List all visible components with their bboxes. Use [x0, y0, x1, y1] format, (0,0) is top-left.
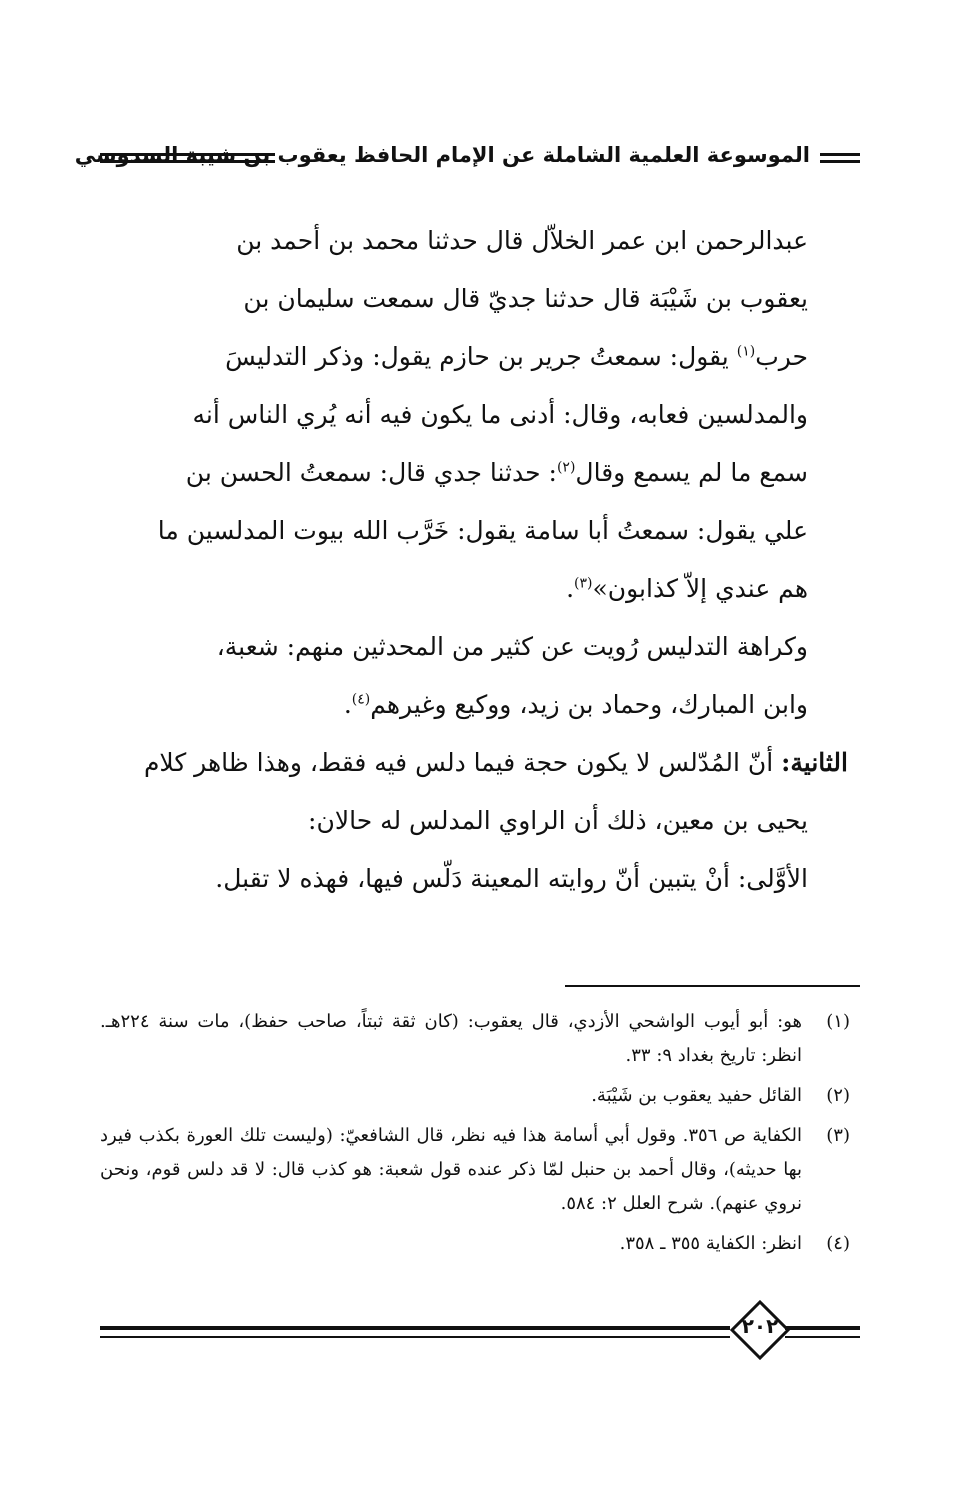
running-header [74, 135, 860, 181]
page-footer [100, 1300, 860, 1370]
header-rule-left [100, 153, 275, 163]
footer-rule-left [100, 1326, 730, 1338]
footnote-2 [100, 1079, 850, 1113]
second-point-label: الثانية: [781, 748, 848, 777]
footnote-text: انظر: الكفاية ٣٥٥ ـ ٣٥٨. [619, 1233, 802, 1254]
text-line-11: يحيى بن معين، ذلك أن الراوي المدلس له حالان: [308, 806, 808, 835]
header-rule-right [820, 153, 860, 163]
text-line-3: حرب$^{(١)}$ يقول: سمعتُ جرير بن حازم يقول: وذكر التدليسَ [225, 342, 808, 371]
footnote-number: (٤) [826, 1233, 850, 1254]
footnote-text: القائل حفيد يعقوب بن شَيْبَة. [591, 1085, 802, 1106]
footnote-3 [100, 1119, 850, 1221]
text-line-4: والمدلسين فعابه، وقال: أدنى ما يكون فيه أنه يُري الناس أنه [192, 400, 808, 429]
page-number: ٢٠٢ [741, 1314, 779, 1338]
footnote-1 [100, 1005, 850, 1073]
footer-rule-right [785, 1326, 860, 1338]
footnote-4 [100, 1227, 850, 1261]
footnote-number: (٢) [826, 1085, 850, 1106]
footnote-number: (١) [826, 1011, 850, 1032]
footnote-text: الكفاية ص ٣٥٦. وقول أبي أسامة هذا فيه نظر، قال الشافعيّ: (وليست تلك العورة بكذب فيرد بها حديثه)، وقال أحمد بن حنبل لمّا ذكر عنده قول شعبة: هو كذب قال: لا قد دلس قوم، ونحن نروي عنهم). شرح العلل ٢: ٥٨٤. [100, 1125, 803, 1214]
main-text [100, 212, 848, 908]
footnote-ref-1[interactable]: (١) [736, 343, 756, 360]
second-point-line: الثانية: أنّ المُدّلس لا يكون حجة فيما دلس فيه فقط، وهذا ظاهر كلام [143, 748, 848, 777]
text-line-5: سمع ما لم يسمع وقال$^{(٢)}$: حدثنا جدي قال: سمعتُ الحسن بن [185, 458, 808, 487]
footnote-text: هو: أبو أيوب الواشحي الأزدي، قال يعقوب: (كان ثقة ثبتاً، صاحب حفظ)، مات سنة ٢٢٤هـ. انظر: تاريخ بغداد ٩: ٣٣. [100, 1011, 802, 1066]
text-line-12: الأوَّلى: أنْ يتبين أنّ روايته المعينة دَلّس فيها، فهذه لا تقبل. [215, 864, 808, 893]
text-line-2: يعقوب بن شَيْبَة قال حدثنا جديّ قال سمعت سليمان بن [243, 284, 808, 313]
footnote-number: (٣) [826, 1125, 850, 1146]
header-title: الموسوعة العلمية الشاملة عن الإمام الحافظ يعقوب بن شيبة السدوسي [74, 143, 810, 167]
footnote-ref-3[interactable]: (٣) [574, 575, 593, 592]
text-line-9: وابن المبارك، وحماد بن زيد، ووكيع وغيرهم$^{(٤)}$. [343, 690, 808, 719]
text-line-1: عبدالرحمن ابن عمر الخلاّل قال حدثنا محمد بن أحمد بن [236, 226, 808, 255]
text-line-6: علي يقول: سمعتُ أبا سامة يقول: خَرَّب الله بيوت المدلسين ما [157, 516, 808, 545]
text-line-7: هم عندي إلاّ كذابون»$^{(٣)}$. [566, 574, 808, 603]
text-line-8: وكراهة التدليس رُويت عن كثير من المحدثين منهم: شعبة، [216, 632, 808, 661]
footnote-separator [565, 985, 860, 987]
footnote-ref-4[interactable]: (٤) [351, 691, 371, 708]
footnotes [100, 1005, 850, 1267]
footnote-ref-2[interactable]: (٢) [556, 459, 576, 476]
